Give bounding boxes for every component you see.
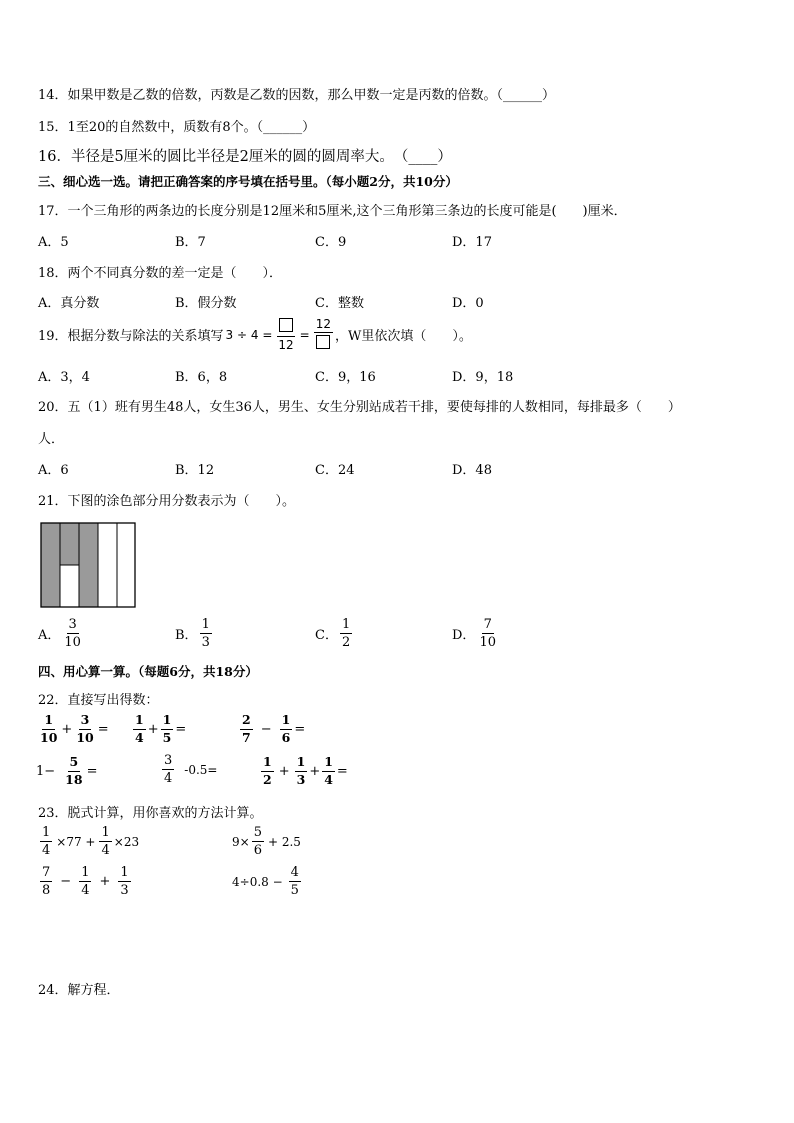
q19-option-c[interactable]: C．9，16 — [315, 370, 376, 385]
shaded-strip-3 — [79, 523, 98, 607]
q19-division-expr: 3 ÷ 4 = — [225, 327, 273, 342]
fraction: $\frac{3}{10}$ — [76, 712, 94, 745]
q18-option-d[interactable]: D．0 — [452, 296, 484, 311]
section-3-title: 三、细心选一选。请把正确答案的序号填在括号里。（每小题2分，共10分） — [38, 174, 458, 189]
question-15: 15．1至20的自然数中，质数有8个。（______） — [38, 120, 316, 135]
fraction: $\frac{1}{3}$ — [296, 754, 306, 787]
shaded-rectangle-figure — [40, 522, 136, 608]
q19-option-d[interactable]: D．9，18 — [452, 370, 514, 385]
q22-expr-4: 1− $\frac{5}{18}$ = — [36, 754, 98, 787]
q21-option-a[interactable]: A． $\frac{3}{10}$ — [38, 617, 81, 650]
question-21: 21．下图的涂色部分用分数表示为（ ）。 — [38, 494, 296, 509]
q22-expr-1: $\frac{1}{10}$ + $\frac{3}{10}$ = — [40, 712, 109, 745]
question-14: 14．如果甲数是乙数的倍数，丙数是乙数的因数，那么甲数一定是丙数的倍数。（______） — [38, 88, 556, 103]
q19-fraction-1: 12 — [276, 318, 295, 351]
question-19 — [38, 318, 472, 351]
fraction: $\frac{1}{3}$ — [201, 617, 210, 650]
q20-option-b[interactable]: B．12 — [175, 463, 215, 478]
fraction: $\frac{7}{10}$ — [479, 617, 496, 650]
fraction: $\frac{1}{4}$ — [135, 712, 144, 745]
q17-option-d[interactable]: D．17 — [452, 235, 492, 250]
fraction: $\frac{5}{6}$ — [253, 825, 262, 858]
q17-option-c[interactable]: C．9 — [315, 235, 347, 250]
q19-fraction-2: 12 — [314, 318, 333, 351]
q19-prefix: 19．根据分数与除法的关系填写 — [38, 329, 224, 344]
q17-option-b[interactable]: B．7 — [175, 235, 206, 250]
q23-expr-2: 9× $\frac{5}{6}$ + 2.5 — [232, 825, 301, 858]
q22-expr-5: $\frac{3}{4}$ -0.5= — [164, 753, 218, 786]
fraction: $\frac{2}{7}$ — [242, 712, 251, 745]
fraction: $\frac{5}{18}$ — [65, 754, 83, 787]
q23-expr-3: $\frac{7}{8}$ − $\frac{1}{4}$ + $\frac{1}{3}$ — [42, 865, 129, 898]
q18-option-b[interactable]: B．假分数 — [175, 296, 237, 311]
fraction: $\frac{1}{3}$ — [120, 865, 129, 898]
question-18: 18．两个不同真分数的差一定是（ ）． — [38, 266, 283, 281]
fraction: $\frac{1}{10}$ — [40, 712, 58, 745]
q20-option-d[interactable]: D．48 — [452, 463, 492, 478]
q22-expr-3: $\frac{2}{7}$ − $\frac{1}{6}$ = — [242, 712, 306, 745]
shaded-strip-1 — [41, 523, 60, 607]
fraction: $\frac{3}{4}$ — [164, 753, 173, 786]
q20-option-c[interactable]: C．24 — [315, 463, 355, 478]
q20-option-a[interactable]: A．6 — [38, 463, 69, 478]
section-4-title: 四、用心算一算。（每题6分，共18分） — [38, 664, 258, 679]
question-20-line2: 人． — [38, 432, 65, 447]
q21-option-b[interactable]: B． $\frac{1}{3}$ — [175, 617, 210, 650]
q21-option-d[interactable]: D． $\frac{7}{10}$ — [452, 617, 496, 650]
question-20-line1: 20．五（1）班有男生48人，女生36人，男生、女生分别站成若干排，要使每排的人数相同，每排最多（ ） — [38, 400, 681, 415]
fraction: $\frac{1}{5}$ — [162, 712, 172, 745]
q21-option-c[interactable]: C． $\frac{1}{2}$ — [315, 617, 351, 650]
fraction: $\frac{1}{2}$ — [263, 754, 272, 787]
blank-box-icon — [316, 335, 330, 349]
q19-option-b[interactable]: B．6，8 — [175, 370, 228, 385]
question-22: 22．直接写出得数： — [38, 693, 159, 708]
blank-box-icon — [279, 318, 293, 332]
question-16: 16．半径是5厘米的圆比半径是2厘米的圆的圆周率大。 （____） — [38, 149, 452, 165]
fraction: $\frac{1}{4}$ — [101, 825, 110, 858]
fraction: $\frac{7}{8}$ — [42, 865, 51, 898]
fraction: $\frac{1}{4}$ — [42, 825, 51, 858]
fraction: $\frac{1}{4}$ — [81, 865, 90, 898]
q22-expr-6: $\frac{1}{2}$ + $\frac{1}{3}$ + $\frac{1}{4}$ = — [263, 754, 348, 787]
q19-suffix: ，W里依次填（ ）。 — [335, 329, 472, 344]
fraction: $\frac{4}{5}$ — [290, 865, 299, 898]
fraction: $\frac{1}{4}$ — [324, 754, 333, 787]
q23-expr-1: $\frac{1}{4}$ ×77 + $\frac{1}{4}$ ×23 — [42, 825, 140, 858]
q18-option-c[interactable]: C．整数 — [315, 296, 364, 311]
question-23: 23．脱式计算，用你喜欢的方法计算。 — [38, 806, 263, 821]
q17-option-a[interactable]: A．5 — [38, 235, 69, 250]
fraction: $\frac{1}{2}$ — [341, 617, 351, 650]
q22-expr-2: $\frac{1}{4}$ + $\frac{1}{5}$ = — [135, 712, 187, 745]
question-17: 17．一个三角形的两条边的长度分别是12厘米和5厘米,这个三角形第三条边的长度可能是( )厘米． — [38, 204, 627, 219]
q18-option-a[interactable]: A．真分数 — [38, 296, 100, 311]
question-24: 24．解方程． — [38, 983, 120, 998]
q19-option-a[interactable]: A．3，4 — [38, 370, 90, 385]
q23-expr-4: 4÷0.8 − $\frac{4}{5}$ — [232, 865, 299, 898]
shaded-strip-2-top — [60, 523, 79, 565]
fraction: $\frac{1}{6}$ — [281, 712, 291, 745]
q19-equals: = — [299, 327, 310, 342]
fraction: $\frac{3}{10}$ — [64, 617, 81, 650]
